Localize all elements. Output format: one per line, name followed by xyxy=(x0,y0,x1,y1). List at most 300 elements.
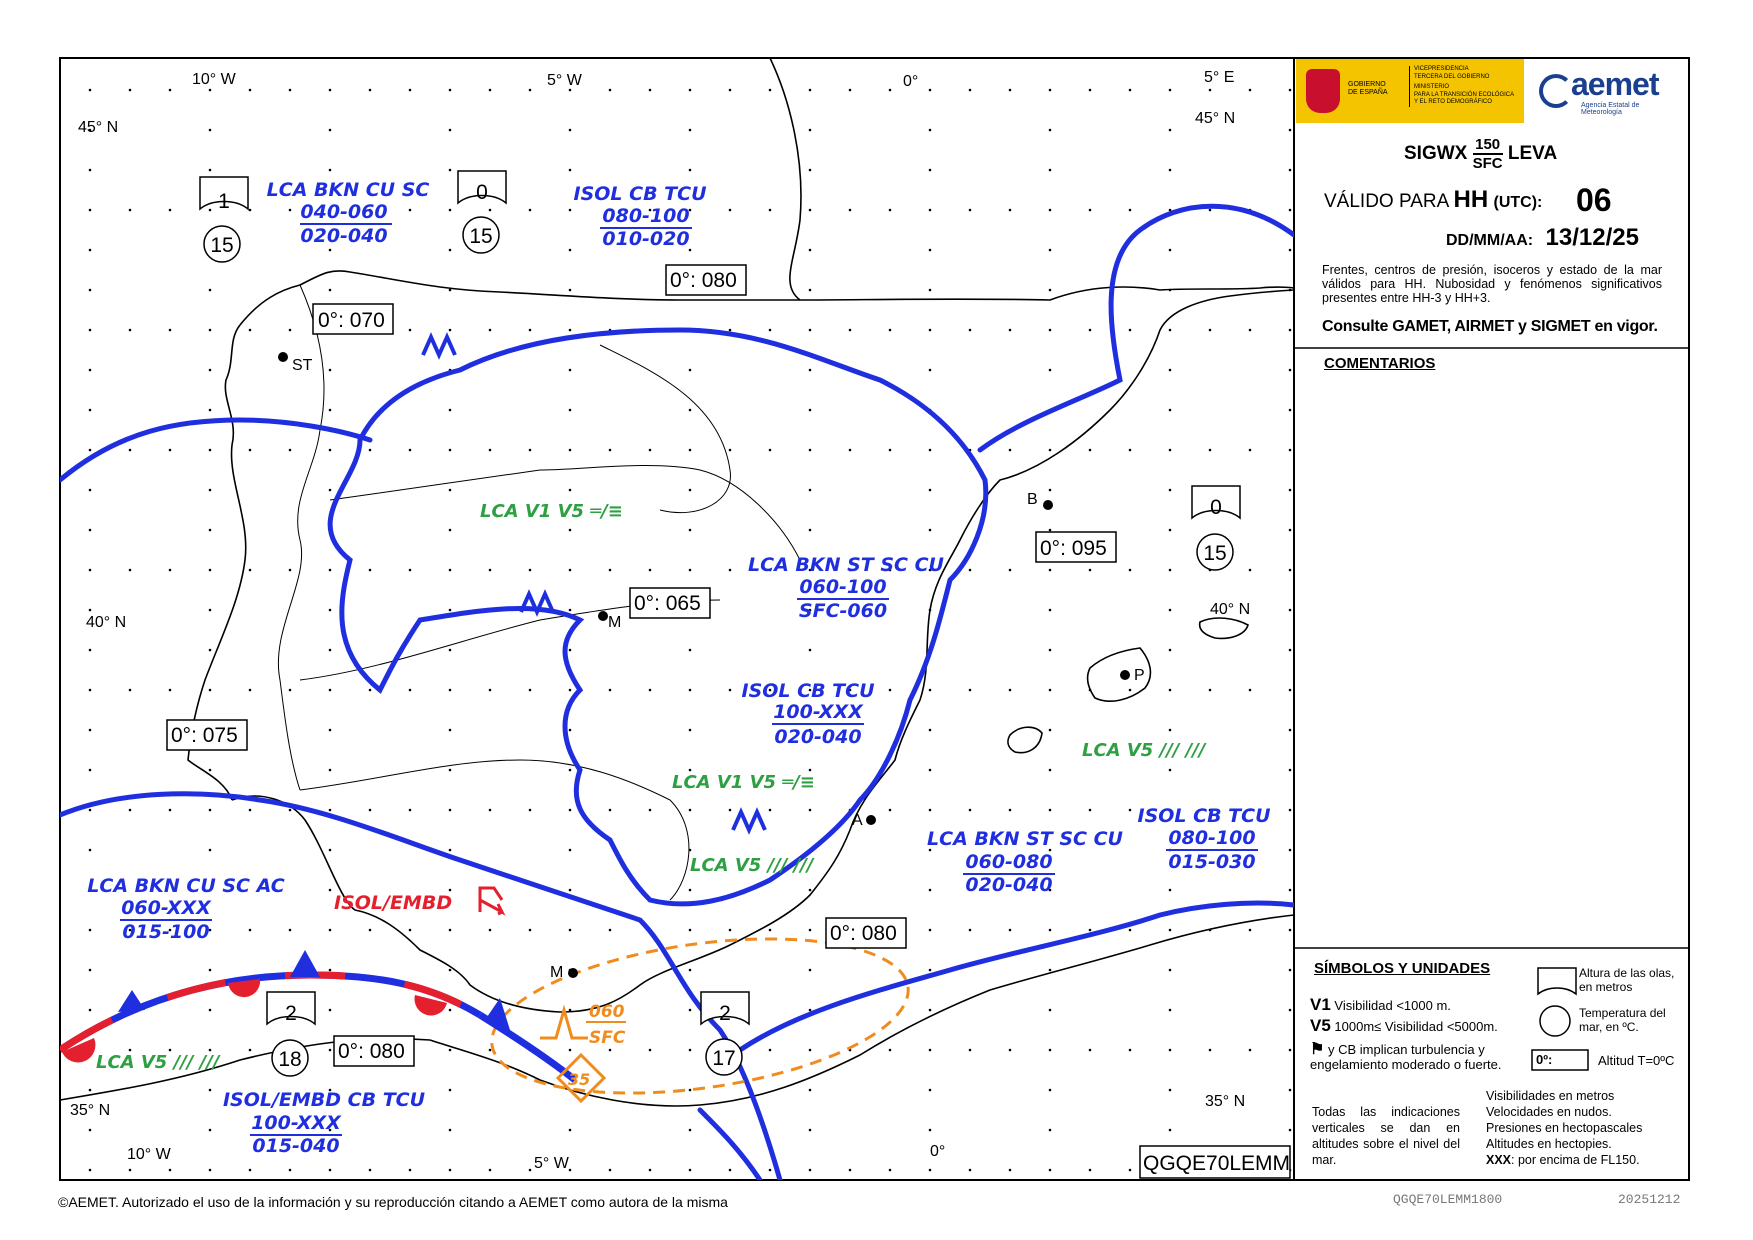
grid-dot xyxy=(849,1169,852,1172)
grid-dot xyxy=(569,729,572,732)
grid-dot xyxy=(1049,489,1052,492)
grid-dot xyxy=(449,529,452,532)
grid-dot xyxy=(169,329,172,332)
grid-dot xyxy=(889,809,892,812)
grid-dot xyxy=(89,609,92,612)
grid-dot xyxy=(1289,529,1292,532)
v1-code: V1 xyxy=(1310,995,1331,1014)
grid-dot xyxy=(89,409,92,412)
grid-dot xyxy=(929,289,932,292)
grid-dot xyxy=(1049,809,1052,812)
ministry-line: Y EL RETO DEMOGRÁFICO xyxy=(1414,99,1492,105)
turbulence-icon xyxy=(480,888,502,914)
grid-dot xyxy=(409,689,412,692)
grid-dot xyxy=(929,489,932,492)
grid-dot xyxy=(1049,1169,1052,1172)
grid-dot xyxy=(1009,449,1012,452)
embd-label: ISOL/EMBD xyxy=(334,892,453,914)
grid-dot xyxy=(1249,449,1252,452)
grid-dot xyxy=(1209,449,1212,452)
grid-dot xyxy=(689,529,692,532)
grid-dot xyxy=(89,209,92,212)
grid-dot xyxy=(1009,689,1012,692)
aemet-wordmark: aemet xyxy=(1571,66,1659,102)
grid-dot xyxy=(609,569,612,572)
grid-dot xyxy=(769,209,772,212)
grid-dot xyxy=(329,809,332,812)
grid-dot xyxy=(489,569,492,572)
grid-dot xyxy=(1289,849,1292,852)
grid-dot xyxy=(449,929,452,932)
lon-label: 10° W xyxy=(192,71,236,88)
grid-dot xyxy=(89,249,92,252)
grid-dot xyxy=(1249,1049,1252,1052)
hh-value: 06 xyxy=(1576,182,1612,218)
grid-dot xyxy=(449,969,452,972)
grid-dot xyxy=(1129,689,1132,692)
turbulence-badge: 35 xyxy=(568,1070,591,1089)
grid-dot xyxy=(929,809,932,812)
grid-dot xyxy=(889,1049,892,1052)
v1-legend xyxy=(1310,995,1451,1015)
freezing-level: 0°: 080 xyxy=(670,269,737,292)
grid-dot xyxy=(729,209,732,212)
grid-dot xyxy=(329,369,332,372)
grid-dot xyxy=(329,769,332,772)
chart-title xyxy=(1404,136,1557,172)
footer-date: 20251212 xyxy=(1618,1192,1681,1207)
v5-text: 1000m≤ Visibilidad <5000m. xyxy=(1334,1019,1498,1034)
units-line: Visibilidades en metros xyxy=(1486,1089,1615,1103)
grid-dot xyxy=(249,809,252,812)
grid-dot xyxy=(449,809,452,812)
cloud-group xyxy=(1138,805,1272,873)
grid-dot xyxy=(929,449,932,452)
grid-dot xyxy=(489,1049,492,1052)
grid-dot xyxy=(449,129,452,132)
grid-dot xyxy=(89,89,92,92)
grid-dot xyxy=(209,969,212,972)
grid-dot xyxy=(689,1049,692,1052)
grid-dot xyxy=(929,1129,932,1132)
grid-dot xyxy=(809,889,812,892)
grid-dot xyxy=(409,329,412,332)
grid-dot xyxy=(649,1049,652,1052)
grid-dot xyxy=(809,929,812,932)
grid-dot xyxy=(89,1169,92,1172)
grid-dot xyxy=(209,1049,212,1052)
grid-dot xyxy=(929,169,932,172)
grid-dot xyxy=(1169,529,1172,532)
visibility-label: LCA V5 /// /// xyxy=(1082,740,1206,761)
grid-dot xyxy=(1169,729,1172,732)
grid-dot xyxy=(1289,569,1292,572)
svg-text:ISOL CB TCU: ISOL CB TCU xyxy=(741,680,875,702)
grid-dot xyxy=(809,169,812,172)
grid-dot xyxy=(1169,129,1172,132)
units-line: Presiones en hectopascales xyxy=(1486,1121,1643,1135)
grid-dot xyxy=(1169,369,1172,372)
aemet-subtitle: Agencia Estatal de Meteorología xyxy=(1581,102,1640,116)
grid-dot xyxy=(489,449,492,452)
grid-dot xyxy=(449,1089,452,1092)
grid-dot xyxy=(729,329,732,332)
city-label: ST xyxy=(292,357,313,374)
grid-dot xyxy=(1289,209,1292,212)
grid-dot xyxy=(569,1129,572,1132)
grid-dot xyxy=(1289,409,1292,412)
grid-dot xyxy=(329,129,332,132)
grid-dot xyxy=(969,569,972,572)
svg-text:020-040: 020-040 xyxy=(965,874,1053,896)
grid-dot xyxy=(249,329,252,332)
grid-dot xyxy=(769,329,772,332)
grid-dot xyxy=(1049,169,1052,172)
wave-height: 1 xyxy=(218,190,230,213)
grid-dot xyxy=(209,649,212,652)
grid-dot xyxy=(689,449,692,452)
grid-dot xyxy=(1049,529,1052,532)
grid-dot xyxy=(209,329,212,332)
grid-dot xyxy=(529,329,532,332)
sea-temperature: 15 xyxy=(469,225,493,248)
grid-dot xyxy=(1049,129,1052,132)
turbulence-base: SFC xyxy=(589,1028,626,1048)
grid-dot xyxy=(929,1009,932,1012)
turbulence-flag-icon: ⚑ xyxy=(1310,1041,1325,1058)
grid-dot xyxy=(1289,449,1292,452)
grid-dot xyxy=(649,689,652,692)
grid-dot xyxy=(449,329,452,332)
grid-dot xyxy=(1009,1049,1012,1052)
grid-dot xyxy=(929,1089,932,1092)
grid-dot xyxy=(689,409,692,412)
bulletin-code: QGQE70LEMM xyxy=(1143,1152,1291,1175)
grid-dot xyxy=(249,1169,252,1172)
svg-text:ISOL CB TCU: ISOL CB TCU xyxy=(1137,805,1271,827)
grid-dot xyxy=(1169,89,1172,92)
lat-label: 40° N xyxy=(86,614,127,631)
grid-dot xyxy=(369,449,372,452)
grid-dot xyxy=(1009,329,1012,332)
grid-dot xyxy=(1049,929,1052,932)
grid-dot xyxy=(929,729,932,732)
grid-dot xyxy=(1289,649,1292,652)
grid-dot xyxy=(809,489,812,492)
coat-of-arms-icon xyxy=(1306,69,1340,113)
grid-dot xyxy=(729,449,732,452)
grid-dot xyxy=(129,449,132,452)
wave-height: 0 xyxy=(476,181,488,204)
grid-dot xyxy=(449,249,452,252)
grid-dot xyxy=(809,769,812,772)
grid-dot xyxy=(609,689,612,692)
grid-dot xyxy=(1169,769,1172,772)
grid-dot xyxy=(969,1169,972,1172)
utc-label: (UTC): xyxy=(1493,194,1543,211)
grid-dot xyxy=(569,1049,572,1052)
cloud-boundaries xyxy=(60,206,1294,1180)
grid-dot xyxy=(1049,329,1052,332)
grid-dot xyxy=(329,169,332,172)
grid-dot xyxy=(209,609,212,612)
grid-dot xyxy=(929,969,932,972)
xxx-text: : por encima de FL150. xyxy=(1511,1153,1640,1167)
grid-dot xyxy=(1289,889,1292,892)
grid-dot xyxy=(1049,729,1052,732)
svg-text:080-100: 080-100 xyxy=(602,205,690,227)
sea-temperature: 17 xyxy=(712,1047,736,1070)
grid-dot xyxy=(489,689,492,692)
grid-dot xyxy=(689,1129,692,1132)
ministry-line: MINISTERIO xyxy=(1414,84,1450,90)
grid-dot xyxy=(449,729,452,732)
svg-text:ISOL/EMBD CB TCU: ISOL/EMBD CB TCU xyxy=(222,1089,426,1111)
grid-dot xyxy=(889,449,892,452)
grid-dot xyxy=(809,1089,812,1092)
grid-dot xyxy=(129,89,132,92)
footer-code: QGQE70LEMM1800 xyxy=(1393,1192,1503,1207)
grid-dot xyxy=(89,769,92,772)
grid-dot xyxy=(809,1049,812,1052)
grid-dot xyxy=(1009,1169,1012,1172)
grid-dot xyxy=(209,369,212,372)
grid-dot xyxy=(1049,569,1052,572)
grid-dot xyxy=(1289,729,1292,732)
grid-dot xyxy=(329,289,332,292)
grid-dot xyxy=(929,129,932,132)
grid-dot xyxy=(329,649,332,652)
lon-label: 0° xyxy=(930,1143,946,1160)
grid-dot xyxy=(89,649,92,652)
grid-dot xyxy=(369,569,372,572)
grid-dot xyxy=(1169,649,1172,652)
lat-label: 35° N xyxy=(70,1102,111,1119)
grid-dot xyxy=(969,329,972,332)
grid-dot xyxy=(569,889,572,892)
grid-dot xyxy=(409,449,412,452)
grid-dot xyxy=(449,449,452,452)
grid-dot xyxy=(1289,249,1292,252)
city-label: A xyxy=(852,812,863,829)
grid-dot xyxy=(929,889,932,892)
grid-dot xyxy=(529,809,532,812)
grid-dot xyxy=(449,769,452,772)
grid-dot xyxy=(1089,449,1092,452)
cloud-group xyxy=(742,680,876,748)
grid-dot xyxy=(329,689,332,692)
grid-dot xyxy=(1049,969,1052,972)
grid-dot xyxy=(1169,929,1172,932)
grid-dot xyxy=(609,929,612,932)
wave-height: 2 xyxy=(285,1002,297,1025)
svg-text:100-XXX: 100-XXX xyxy=(773,701,863,723)
grid-dot xyxy=(1129,929,1132,932)
grid-dot xyxy=(89,169,92,172)
grid-dot xyxy=(809,1009,812,1012)
grid-dot xyxy=(969,809,972,812)
grid-dot xyxy=(249,689,252,692)
grid-dot xyxy=(209,689,212,692)
grid-dot xyxy=(849,449,852,452)
grid-dot xyxy=(729,1169,732,1172)
grid-dot xyxy=(689,1009,692,1012)
grid-dot xyxy=(329,249,332,252)
grid-dot xyxy=(1049,1009,1052,1012)
grid-dot xyxy=(1009,569,1012,572)
grid-dot xyxy=(929,249,932,252)
svg-text:LCA BKN CU SC AC: LCA BKN CU SC AC xyxy=(87,875,285,897)
cloud-group xyxy=(267,179,430,247)
grid-dot xyxy=(449,1169,452,1172)
info-panel xyxy=(1294,58,1689,1180)
grid-dot xyxy=(209,769,212,772)
grid-dot xyxy=(649,809,652,812)
grid-dot xyxy=(1209,209,1212,212)
grid-dot xyxy=(689,689,692,692)
city-label: M xyxy=(608,614,622,631)
grid-dot xyxy=(209,89,212,92)
grid-dot xyxy=(769,809,772,812)
visibility-label: LCA V5 /// /// xyxy=(690,855,814,876)
grid-dot xyxy=(809,89,812,92)
svg-text:ISOL CB TCU: ISOL CB TCU xyxy=(573,183,707,205)
grid-dot xyxy=(929,529,932,532)
grid-dot xyxy=(89,449,92,452)
grid-dot xyxy=(1089,329,1092,332)
grid-dot xyxy=(689,1169,692,1172)
grid-dot xyxy=(169,89,172,92)
freeze-legend: Altitud T=0ºC xyxy=(1598,1053,1675,1068)
grid-dot xyxy=(1289,769,1292,772)
grid-dot xyxy=(1089,929,1092,932)
sigwx-label: SIGWX xyxy=(1404,143,1468,165)
grid-dot xyxy=(369,1169,372,1172)
grid-dot xyxy=(569,769,572,772)
grid-dot xyxy=(409,89,412,92)
ministry-line: PARA LA TRANSICIÓN ECOLÓGICA xyxy=(1414,91,1515,98)
svg-text:020-040: 020-040 xyxy=(774,726,862,748)
grid-dot xyxy=(169,449,172,452)
grid-dot xyxy=(809,969,812,972)
grid-dot xyxy=(329,969,332,972)
grid-dot xyxy=(449,689,452,692)
grid-dot xyxy=(649,89,652,92)
grid-dot xyxy=(89,1089,92,1092)
lon-label: 5° E xyxy=(1204,69,1235,86)
grid-dot xyxy=(249,569,252,572)
grid-dot xyxy=(1169,329,1172,332)
grid-dot xyxy=(729,929,732,932)
grid-dot xyxy=(169,809,172,812)
grid-dot xyxy=(969,1049,972,1052)
grid-dot xyxy=(209,409,212,412)
grid-dot xyxy=(89,569,92,572)
grid-dot xyxy=(569,689,572,692)
grid-dot xyxy=(1289,1129,1292,1132)
grid-dot xyxy=(369,689,372,692)
grid-dot xyxy=(689,809,692,812)
svg-text:SFC-060: SFC-060 xyxy=(798,600,888,622)
grid-dot xyxy=(1009,809,1012,812)
grid-dot xyxy=(209,289,212,292)
grid-dot xyxy=(929,369,932,372)
grid-dot xyxy=(89,329,92,332)
grid-dot xyxy=(449,649,452,652)
grid-dot xyxy=(1289,129,1292,132)
grid-dot xyxy=(449,169,452,172)
grid-dot xyxy=(1289,1009,1292,1012)
cloud-group xyxy=(574,183,708,250)
grid-dot xyxy=(1169,169,1172,172)
grid-dot xyxy=(1129,329,1132,332)
grid-dot xyxy=(289,449,292,452)
grid-dot xyxy=(729,809,732,812)
grid-dot xyxy=(1129,209,1132,212)
visibility-label: LCA V5 /// /// xyxy=(96,1052,220,1073)
svg-text:080-100: 080-100 xyxy=(1168,827,1256,849)
grid-dot xyxy=(649,1169,652,1172)
lon-label: 10° W xyxy=(127,1146,171,1163)
svg-text:040-060: 040-060 xyxy=(300,201,388,223)
grid-dot xyxy=(449,1049,452,1052)
grid-dot xyxy=(1169,1049,1172,1052)
orange-wave-icon xyxy=(540,1010,588,1038)
grid-dot xyxy=(1289,929,1292,932)
grid-dot xyxy=(569,289,572,292)
grid-dot xyxy=(569,849,572,852)
grid-dot xyxy=(889,689,892,692)
svg-text:020-040: 020-040 xyxy=(300,225,388,247)
grid-dot xyxy=(569,809,572,812)
grid-dot xyxy=(329,1009,332,1012)
date-label: DD/MM/AA: xyxy=(1446,232,1534,249)
grid-dot xyxy=(929,929,932,932)
symbols-title: SÍMBOLOS Y UNIDADES xyxy=(1314,960,1491,977)
grid-dot xyxy=(329,929,332,932)
visibility-label: LCA V1 V5 ═/≡ xyxy=(672,772,815,793)
grid-dot xyxy=(1089,209,1092,212)
grid-dot xyxy=(1089,1169,1092,1172)
grid-dot xyxy=(929,689,932,692)
grid-dot xyxy=(809,1169,812,1172)
grid-dot xyxy=(1169,409,1172,412)
grid-dot xyxy=(649,449,652,452)
grid-dot xyxy=(1169,1009,1172,1012)
grid-dot xyxy=(529,569,532,572)
grid-dot xyxy=(1089,809,1092,812)
grid-dot xyxy=(129,209,132,212)
svg-text:100-XXX: 100-XXX xyxy=(251,1112,341,1134)
sigwx-top-level: 150 xyxy=(1473,136,1503,155)
grid-dot xyxy=(809,209,812,212)
aemet-logo xyxy=(1539,68,1679,118)
grid-dot xyxy=(929,1169,932,1172)
grid-dot xyxy=(449,409,452,412)
grid-dot xyxy=(1289,809,1292,812)
grid-dot xyxy=(1049,689,1052,692)
grid-dot xyxy=(529,449,532,452)
grid-dot xyxy=(329,409,332,412)
grid-dot xyxy=(449,849,452,852)
city-label: P xyxy=(1134,667,1145,684)
cold-front-triangle xyxy=(290,950,320,977)
grid-dot xyxy=(649,569,652,572)
grid-dot xyxy=(1289,489,1292,492)
grid-dot xyxy=(729,689,732,692)
grid-dot xyxy=(1169,889,1172,892)
svg-text:015-100: 015-100 xyxy=(122,921,210,943)
